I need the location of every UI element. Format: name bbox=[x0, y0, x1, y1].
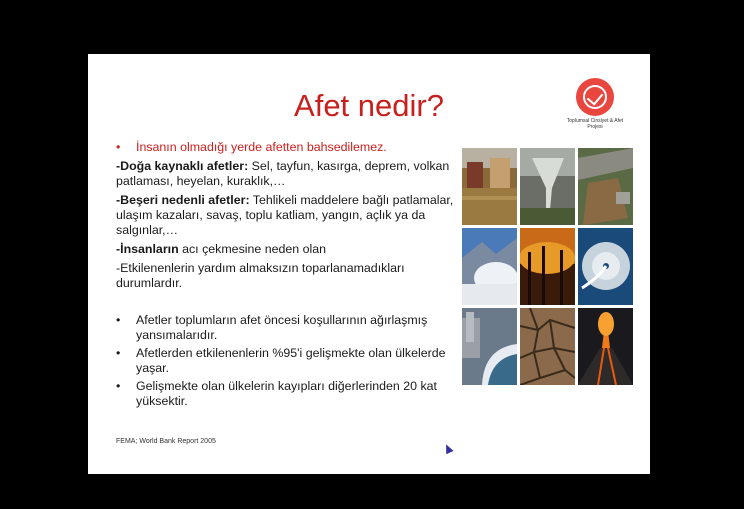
list-item: • Gelişmekte olan ülkelerin kayıpları diğerlerinden 20 kat yüksektir. bbox=[116, 379, 437, 408]
logo-text: Toplumsal Cinsiyet & Afet Projesi bbox=[566, 118, 624, 130]
slide-title: Afet nedir? bbox=[294, 88, 444, 123]
presentation-slide bbox=[88, 54, 650, 474]
bullet-glyph: • bbox=[116, 140, 121, 154]
landslide-image bbox=[578, 148, 633, 225]
disaster-image-grid bbox=[462, 148, 632, 385]
drought-image bbox=[520, 308, 575, 385]
hurricane-image bbox=[578, 228, 633, 305]
avalanche-image bbox=[462, 228, 517, 305]
paragraph-suffering: -İnsanların acı çekmesine neden olan bbox=[116, 242, 327, 256]
logo-icon bbox=[576, 78, 614, 116]
slide-body bbox=[116, 140, 466, 412]
paragraph-human: -Beşeri nedenli afetler: Tehlikeli maddelere bağlı patlamalar, ulaşım kazaları, savaş, toplu katliam, yangın, açlık ya da salgınlar,… bbox=[116, 193, 454, 237]
paragraph-recovery: -Etkilenenlerin yardım almaksızın toparlanamadıkları durumlardır. bbox=[116, 261, 405, 290]
flood-image bbox=[462, 148, 517, 225]
list-item: • Afetlerden etkilenenlerin %95'i gelişmekte olan ülkelerde yaşar. bbox=[116, 346, 446, 375]
intro-bullet: • İnsanın olmadığı yerde afetten bahsedilemez. bbox=[116, 140, 387, 154]
volcano-image bbox=[578, 308, 633, 385]
tornado-image bbox=[520, 148, 575, 225]
wildfire-image bbox=[520, 228, 575, 305]
list-item: • Afetler toplumların afet öncesi koşullarının ağırlaşmış yansımalarıdır. bbox=[116, 313, 428, 342]
project-logo bbox=[558, 78, 632, 130]
tsunami-image bbox=[462, 308, 517, 385]
paragraph-natural: -Doğa kaynaklı afetler: Sel, tayfun, kasırga, deprem, volkan patlaması, heyelan, kuraklık,… bbox=[116, 159, 450, 188]
bullet-list bbox=[116, 313, 466, 409]
source-note: FEMA; World Bank Report 2005 bbox=[116, 438, 216, 445]
